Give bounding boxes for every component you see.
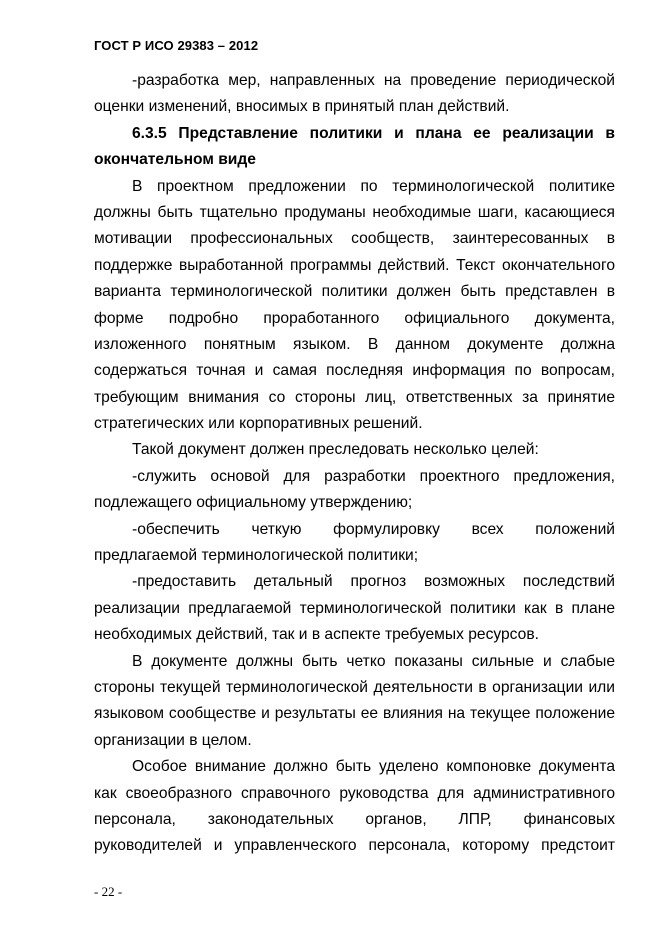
text-line: форме подробно проработанного официального документа,: [94, 309, 615, 327]
text-line: В документе должны быть четко показаны сильные и слабые: [132, 652, 615, 670]
text-line: варианта терминологической политики должен быть представлен в: [94, 283, 615, 301]
text-line: мотивации профессиональных сообществ, заинтересованных в: [94, 230, 615, 248]
text-line: оценки изменений, вносимых в принятый план действий.: [94, 98, 510, 116]
text-line: предлагаемой терминологической политики;: [94, 547, 419, 565]
text-line: требующим внимания со стороны лиц, ответственных за принятие: [94, 388, 615, 406]
text-line: В проектном предложении по терминологической политике: [132, 177, 615, 195]
text-line: поддержке выработанной программы действий. Текст окончательного: [94, 256, 615, 274]
document-body: [94, 68, 615, 860]
text-line: подлежащего официальному утверждению;: [94, 494, 413, 512]
text-line: содержаться точная и самая последняя информация по вопросам,: [94, 362, 615, 380]
text-line: необходимых действий, так и в аспекте требуемых ресурсов.: [94, 626, 539, 644]
text-line: -разработка мер, направленных на проведение периодической: [132, 72, 615, 89]
text-line: реализации предлагаемой терминологической политики как в плане: [94, 599, 615, 617]
text-line: организации в целом.: [94, 731, 252, 749]
text-line: языковом сообществе и результаты ее влияния на текущее положение: [94, 705, 615, 723]
text-line: Особое внимание должно быть уделено компоновке документа: [132, 758, 615, 776]
text-line: должны быть тщательно продуманы необходимые шаги, касающиеся: [94, 203, 615, 221]
text-line: -служить основой для разработки проектного предложения,: [132, 467, 615, 485]
document-header: ГОСТ Р ИСО 29383 – 2012: [94, 38, 259, 53]
text-line: Такой документ должен преследовать несколько целей:: [132, 441, 539, 459]
text-line: как своеобразного справочного руководства для административного: [94, 784, 615, 802]
text-line: -обеспечить четкую формулировку всех положений: [132, 520, 615, 538]
text-line: руководителей и управленческого персонала, которому предстоит: [94, 837, 615, 855]
text-line: стратегических или корпоративных решений.: [94, 415, 423, 433]
section-heading-line: окончательном виде: [94, 151, 256, 169]
text-line: изложенного понятным языком. В данном документе должна: [94, 335, 615, 353]
text-line: -предоставить детальный прогноз возможных последствий: [132, 573, 615, 591]
section-heading-line: 6.3.5 Представление политики и плана ее реализации в: [132, 124, 615, 142]
text-line: персонала, законодательных органов, ЛПР, финансовых: [94, 810, 615, 828]
text-line: стороны текущей терминологической деятельности в организации или: [94, 678, 615, 696]
page-number: - 22 -: [94, 884, 123, 899]
